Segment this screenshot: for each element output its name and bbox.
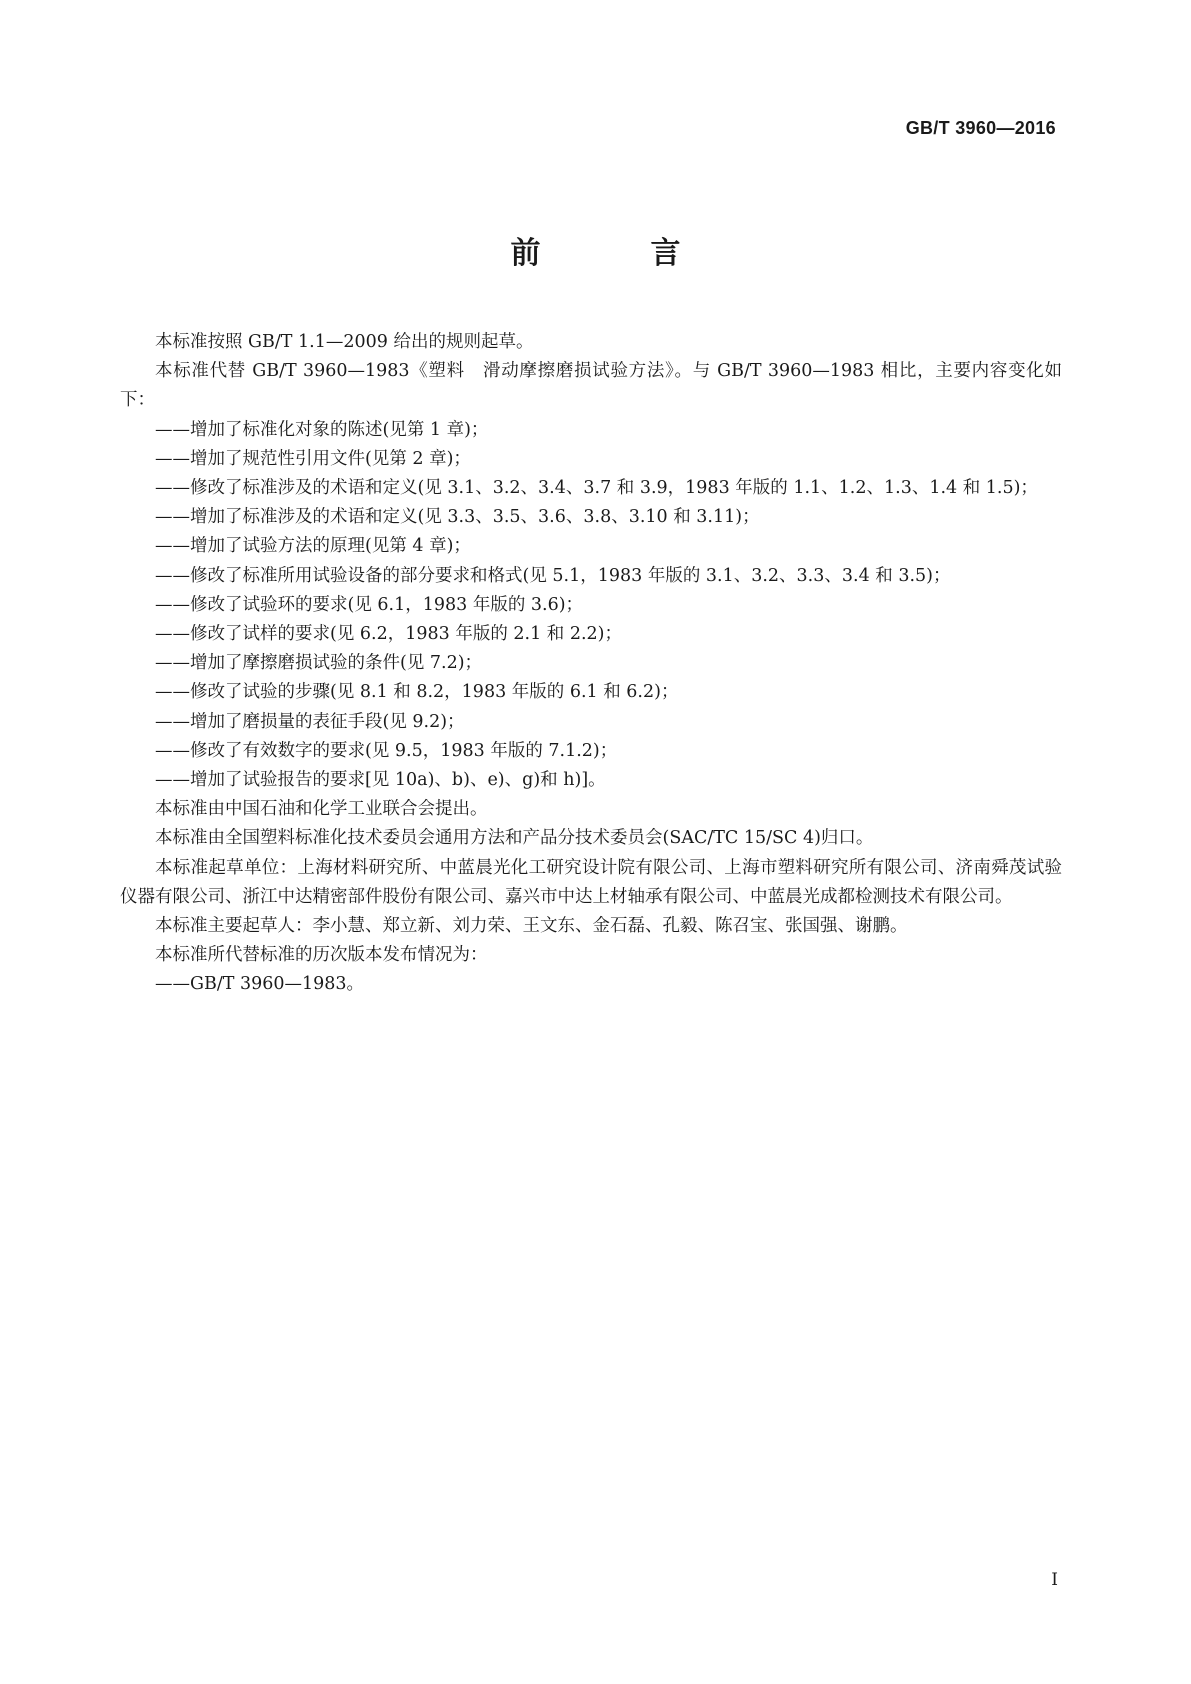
list-item: ——增加了摩擦磨损试验的条件(见 7.2)； [155, 653, 483, 674]
list-item: ——修改了标准涉及的术语和定义(见 3.1、3.2、3.4、3.7 和 3.9，1983 年版的 1.1、1.2、1.3、1.4 和 1.5)； [155, 478, 1038, 499]
drafters-paragraph: 本标准主要起草人：李小慧、郑立新、刘力荣、王文东、金石磊、孔毅、陈召宝、张国强、谢鹏。 [155, 916, 908, 937]
list-item: ——增加了规范性引用文件(见第 2 章)； [155, 448, 471, 469]
page-title: 前 言 [510, 236, 721, 271]
document-body [120, 328, 1062, 1000]
list-item: ——修改了标准所用试验设备的部分要求和格式(见 5.1，1983 年版的 3.1、3.2、3.3、3.4 和 3.5)； [155, 565, 951, 586]
list-item: ——修改了试样的要求(见 6.2，1983 年版的 2.1 和 2.2)； [155, 624, 622, 645]
list-item: ——修改了试验环的要求(见 6.1，1983 年版的 3.6)； [155, 594, 584, 615]
list-item: ——增加了磨损量的表征手段(见 9.2)； [155, 711, 465, 732]
list-item: ——修改了有效数字的要求(见 9.5，1983 年版的 7.1.2)； [155, 740, 618, 761]
intro-paragraph-replacement: 本标准代替 GB/T 3960—1983《塑料 滑动摩擦磨损试验方法》。与 GB/T 3960—1983 相比，主要内容变化如下： [120, 361, 1062, 411]
versions-intro-paragraph: 本标准所代替标准的历次版本发布情况为： [155, 945, 488, 966]
committee-paragraph: 本标准由全国塑料标准化技术委员会通用方法和产品分技术委员会(SAC/TC 15/SC 4)归口。 [155, 828, 874, 849]
list-item: ——增加了标准化对象的陈述(见第 1 章)； [155, 419, 489, 440]
changes-list [120, 416, 1062, 796]
drafting-units-paragraph: 本标准起草单位：上海材料研究所、中蓝晨光化工研究设计院有限公司、上海市塑料研究所有限公司、济南舜茂试验仪器有限公司、浙江中达精密部件股份有限公司、嘉兴市中达上材轴承有限公司、中蓝晨光成都检测技术有限公司。 [120, 857, 1062, 907]
page-number: I [1051, 1570, 1058, 1590]
list-item: ——增加了试验方法的原理(见第 4 章)； [155, 536, 471, 557]
standard-code: GB/T 3960—2016 [905, 118, 1056, 138]
list-item: ——增加了试验报告的要求[见 10a)、b)、e)、g)和 h)]。 [155, 770, 606, 791]
list-item: ——修改了试验的步骤(见 8.1 和 8.2，1983 年版的 6.1 和 6.2)； [155, 682, 679, 703]
previous-version-item: ——GB/T 3960—1983。 [155, 974, 365, 995]
list-item: ——增加了标准涉及的术语和定义(见 3.3、3.5、3.6、3.8、3.10 和 3.11)； [155, 507, 760, 528]
intro-paragraph-drafting: 本标准按照 GB/T 1.1—2009 给出的规则起草。 [155, 332, 534, 352]
proposer-paragraph: 本标准由中国石油和化学工业联合会提出。 [155, 799, 488, 820]
